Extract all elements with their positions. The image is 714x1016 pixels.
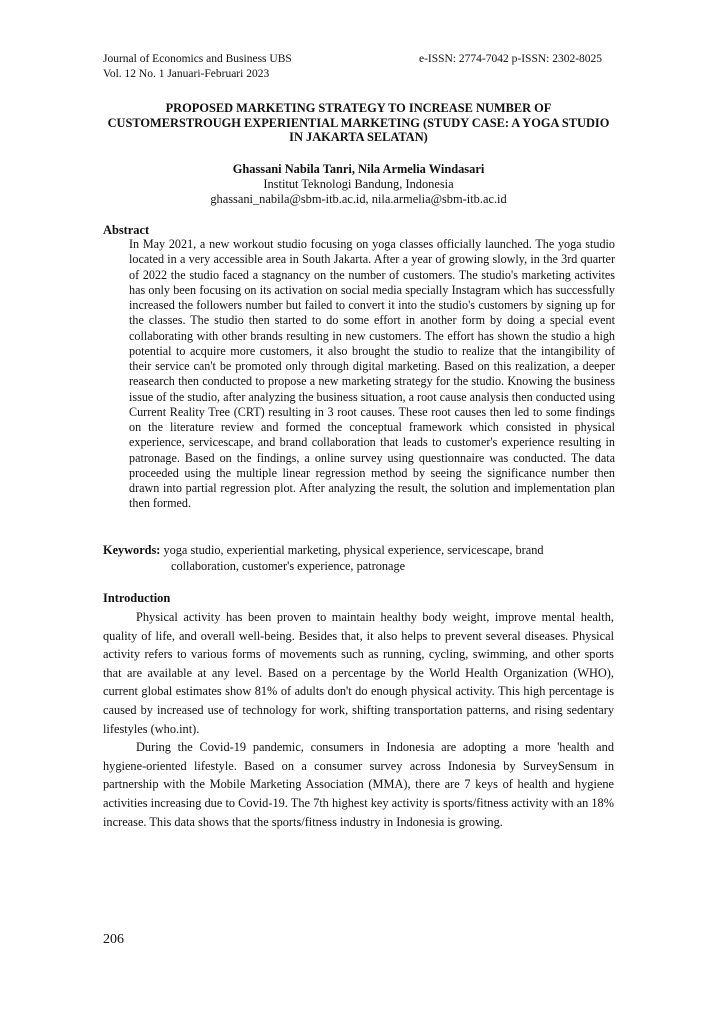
- paper-authors: Ghassani Nabila Tanri, Nila Armelia Windasari: [232, 162, 485, 176]
- keywords-line-1: yoga studio, experiential marketing, physical experience, servicescape, brand: [163, 543, 544, 557]
- running-header: [103, 52, 292, 82]
- introduction-body: [103, 608, 614, 831]
- journal-issn: e-ISSN: 2774-7042 p-ISSN: 2302-8025: [419, 53, 603, 65]
- introduction-heading: Introduction: [103, 591, 171, 605]
- page-number: 206: [103, 932, 124, 947]
- journal-name: Journal of Economics and Business UBS: [103, 53, 292, 65]
- abstract-text: In May 2021, a new workout studio focusing on yoga classes officially launched. The yoga studio located in a very accessible area in South Jakarta. After a year of growing slowly, in the 3rd quarter of 2022 the studio faced a stagnancy on the number of customers. The studio's marketing activites has only been focusing on its activation on social media specially Instagram which has successfully increased the followers number but failed to convert it into the studio's customers by signing up for the classes. The studio then started to do some effort in another form by doing a special event collaborating with other brands resulting in new customers. The effort has shown the studio a high potential to acquire more customers, it also brought the studio to realize that the intangibility of their service can't be promoted only through digital marketing. Based on this realization, a deeper reasearch then conducted to propose a new marketing strategy for the studio. Knowing the business issue of the studio, after analyzing the business situation, a root cause analysis then conducted using Current Reality Tree (CRT) resulting in 3 root causes. These root causes then led to some findings on the literature review and formed the conceptual framework which consisted in physical experience, servicescape, and brand collaboration that leads to customer's experience resulting in patronage. Based on the findings, a online survey using questionnaire was conducted. The data proceeded using the multiple linear regression method by seeing the significance number then drawn into partial regression plot. After analyzing the result, the solution and implementation plan then formed.: [129, 237, 615, 511]
- journal-volume: Vol. 12 No. 1 Januari-Februari 2023: [103, 68, 270, 80]
- paper-title: PROPOSED MARKETING STRATEGY TO INCREASE NUMBER OF CUSTOMERSTROUGH EXPERIENTIAL MARKETING (STUDY CASE: A YOGA STUDIO IN JAKARTA SELATAN): [107, 101, 610, 144]
- introduction-paragraph-2: During the Covid-19 pandemic, consumers in Indonesia are adopting a more 'health and hygiene-oriented lifestyle. Based on a consumer survey across Indonesia by SurveySensum in partnership with the Mobile Marketing Association (MMA), there are 7 keys of health and hygiene activities increasing due to Covid-19. The 7th highest key activity is sports/fitness activity with an 18% increase. This data shows that the sports/fitness industry in Indonesia is growing.: [103, 740, 614, 829]
- keywords-line-2: collaboration, customer's experience, patronage: [171, 559, 406, 573]
- abstract-heading: Abstract: [103, 223, 150, 237]
- introduction-paragraph-1: Physical activity has been proven to maintain healthy body weight, improve mental health, quality of life, and overall well-being. Besides that, it also helps to prevent several diseases. Physical activity refers to various forms of movements such as running, cycling, swimming, and other sports that are available at any level. Based on a percentage by the World Health Organization (WHO), current global estimates show 81% of adults don't do enough physical activity. This high percentage is caused by increased use of technology for work, shifting transportation patterns, and rising sedentary lifestyles (who.int).: [103, 610, 614, 736]
- keywords-section: [103, 542, 614, 574]
- author-affiliation: Institut Teknologi Bandung, Indonesia: [263, 177, 454, 191]
- author-emails: ghassani_nabila@sbm-itb.ac.id, nila.armelia@sbm-itb.ac.id: [210, 192, 507, 206]
- keywords-label: Keywords:: [103, 543, 161, 557]
